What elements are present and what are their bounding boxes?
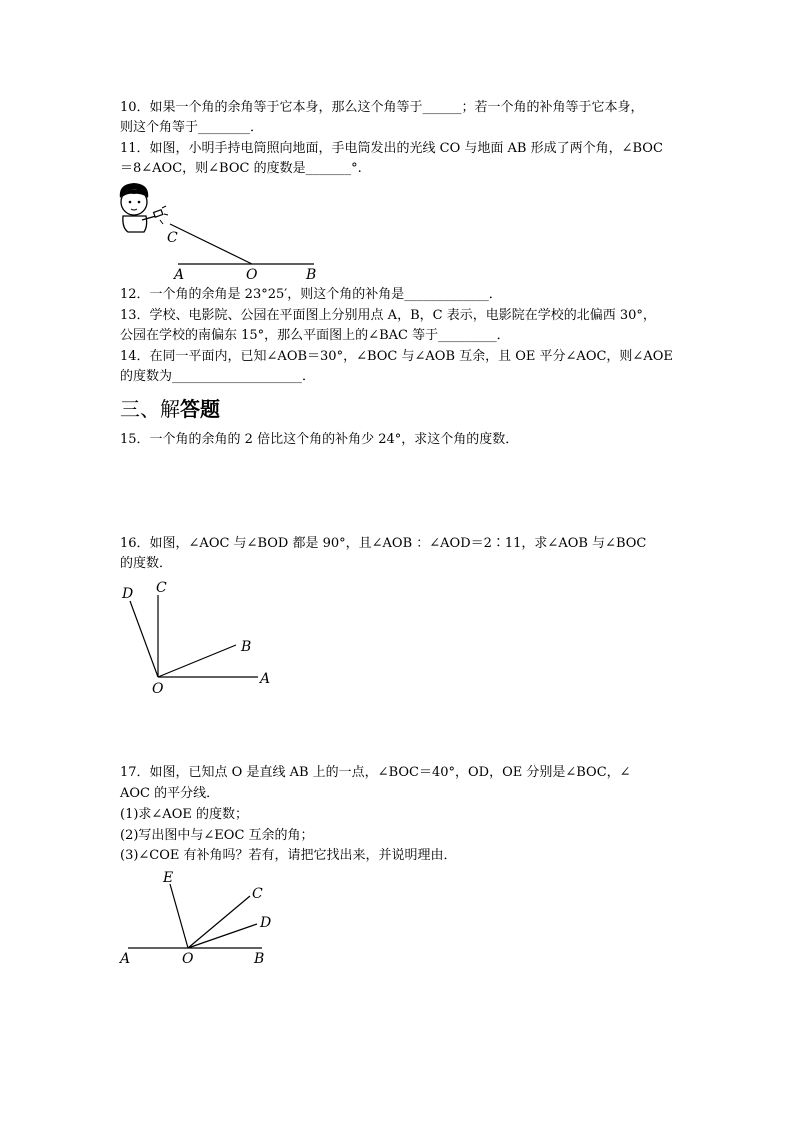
- q15-line1: 15．一个角的余角的 2 倍比这个角的补角少 24°，求这个角的度数．: [120, 432, 519, 447]
- section-heading-bold: 答题: [180, 397, 220, 421]
- label-e: E: [163, 870, 174, 886]
- q14-line2: 的度数为____________________．: [120, 369, 316, 384]
- ray-od: [188, 924, 257, 948]
- label-o: O: [246, 267, 258, 283]
- q17-line2: AOC 的平分线．: [120, 786, 220, 801]
- q17-sub3: (3)∠COE 有补角吗？若有，请把它找出来，并说明理由．: [120, 848, 457, 863]
- figure-16: [118, 575, 278, 695]
- q13-line2: 公园在学校的南偏东 15°，那么平面图上的∠BAC 等于_________．: [120, 328, 510, 343]
- label-d: D: [260, 915, 272, 931]
- label-c: C: [167, 230, 178, 246]
- figure-11: [112, 180, 332, 285]
- q17-line1: 17．如图，已知点 O 是直线 AB 上的一点，∠BOC＝40°，OD，OE 分别是∠BOC，∠: [120, 765, 631, 780]
- ray-co: [170, 224, 252, 264]
- q17-sub1: (1)求∠AOE 的度数；: [120, 807, 248, 822]
- label-o: O: [152, 681, 164, 697]
- section-heading-prefix: 三、解: [120, 397, 180, 421]
- q10-line2: 则这个角等于________．: [120, 120, 264, 135]
- q14-line1: 14．在同一平面内，已知∠AOB＝30°，∠BOC 与∠AOB 互余，且 OE 平分∠AOC，则∠AOE: [120, 349, 673, 364]
- label-a: A: [260, 671, 271, 687]
- label-b: B: [306, 267, 317, 283]
- q16-line1: 16．如图，∠AOC 与∠BOD 都是 90°，且∠AOB ：∠AOD＝2∶11，求∠AOB 与∠BOC: [120, 536, 647, 551]
- q16-line2: 的度数．: [120, 556, 173, 571]
- label-a: A: [120, 951, 131, 967]
- boy-with-flashlight-icon: [120, 183, 168, 232]
- label-b: B: [241, 639, 252, 655]
- ray-ob: [158, 645, 236, 677]
- q12-line1: 12．一个角的余角是 23°25′，则这个角的补角是_____________．: [120, 287, 502, 302]
- q11-line2: ＝8∠AOC，则∠BOC 的度数是_______°.: [120, 161, 362, 176]
- q13-line1: 13．学校、电影院、公园在平面图上分别用点 A，B，C 表示，电影院在学校的北偏西 30°，: [120, 308, 656, 323]
- label-c: C: [252, 886, 263, 902]
- q11-line1: 11．如图，小明手持电筒照向地面，手电筒发出的光线 CO 与地面 AB 形成了两个角，∠BOC: [120, 141, 663, 156]
- section-heading: [120, 396, 220, 422]
- label-d: D: [122, 586, 134, 602]
- q17-sub2: (2)写出图中与∠EOC 互余的角；: [120, 828, 314, 843]
- label-c: C: [156, 580, 167, 596]
- label-b: B: [254, 951, 265, 967]
- label-a: A: [174, 267, 185, 283]
- ray-od: [130, 601, 158, 677]
- ray-oc: [188, 896, 250, 948]
- figure-17: [112, 868, 282, 968]
- q10-line1: 10．如果一个角的余角等于它本身，那么这个角等于______；若一个角的补角等于它本身，: [120, 100, 644, 115]
- label-o: O: [182, 951, 194, 967]
- ray-oe: [170, 884, 188, 948]
